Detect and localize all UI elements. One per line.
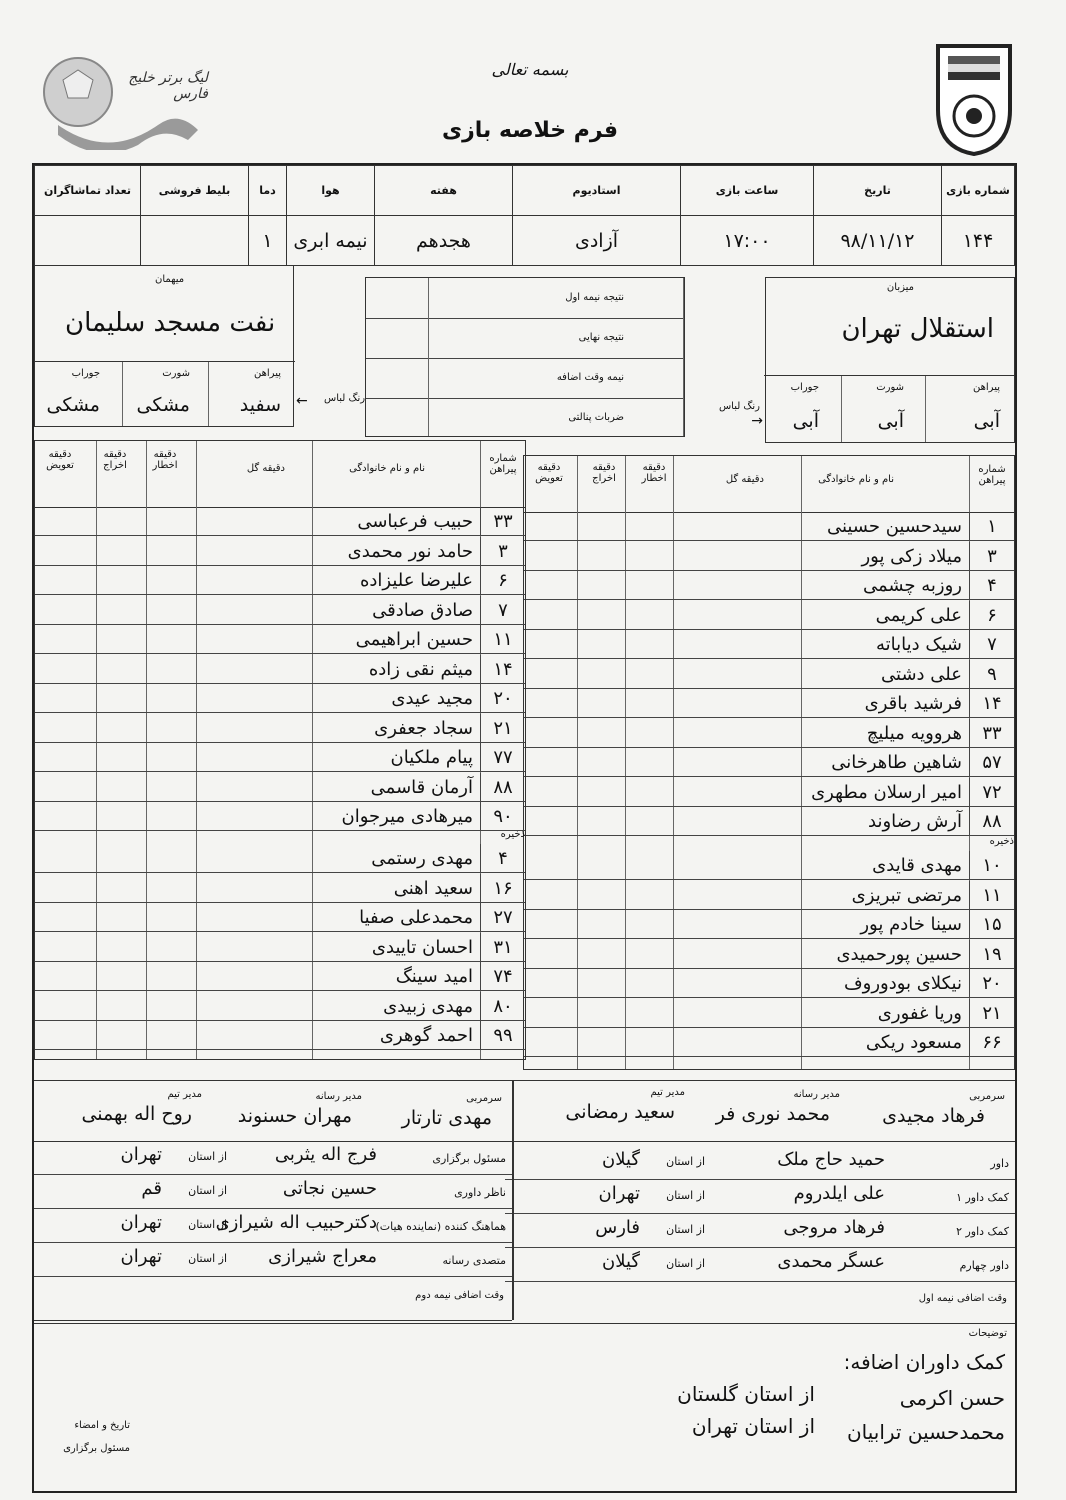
host-reserve-number: ۶۶ [969,1028,1014,1057]
host-reserve-number: ۲۱ [969,999,1014,1028]
guest-kit-header-socks: جوراب [71,368,100,379]
official-from-label: از استان [188,1184,227,1197]
referee-from-label: از استان [666,1155,705,1168]
guest-player-row [35,802,525,831]
guest-reserve-row [35,844,525,873]
host-player-number: ۷ [969,630,1014,659]
host-reserve-row [524,881,1014,910]
host-label: میزبان [886,282,914,293]
host-manager: سعید رمضانی [565,1101,675,1123]
host-reserve-name: وریا غفوری [877,1002,962,1024]
value-match-no: ۱۴۴ [942,216,1015,266]
guest-reserve-label: ذخیره [500,829,525,840]
guest-reserve-name: محمدعلی صفیا [359,907,473,928]
host-reserve-name: مهدی قایدی [872,855,962,876]
guest-player-number: ۳۳ [480,507,525,536]
host-reserve-row [524,851,1014,880]
host-kit-label: رنگ لباس [718,401,760,412]
guest-reserve-name: احسان تاییدی [371,936,473,958]
guest-reserve-name: احمد گوهری [379,1025,473,1046]
host-media: محمد نوری فر [715,1103,830,1125]
official-role: ناظر داوری [454,1186,506,1199]
note-line-2-name: محمدحسین ترابیان [846,1420,1005,1444]
official-row [34,1208,512,1243]
signature-line-2: مسئول برگزاری [63,1443,130,1454]
guest-media: مهران حسنوند [237,1105,352,1127]
referee-name: حمید حاج ملک [777,1149,885,1170]
league-logo [38,30,208,150]
host-player-name: آرش رضاوند [868,811,962,832]
guest-manager-label: مدیر تیم [167,1089,202,1100]
label-spectators: تعداد تماشاگران [35,166,141,216]
value-weather: نیمه ابری [287,216,375,266]
host-player-row [524,571,1014,600]
guest-staff [34,1080,512,1142]
guest-col-yellow: دقیقه اخطار [152,449,178,471]
guest-player-row [35,655,525,684]
referee-province: فارس [595,1217,640,1238]
guest-kit-shorts: مشکی [136,394,190,416]
host-col-number: شماره پیراهن [978,464,1006,486]
host-player-number: ۱۴ [969,689,1014,718]
host-player-name: میلاد زکی پور [861,545,962,567]
guest-team-box [34,265,294,427]
official-role: مسئول برگزاری [432,1152,506,1165]
guest-kit-shirt: سفید [239,394,281,416]
guest-player-name: حامد نور محمدی [347,540,473,562]
label-time: ساعت بازی [681,166,814,216]
host-player-row [524,748,1014,777]
guest-player-number: ۱۱ [480,625,525,654]
referee-row [505,1247,1015,1282]
referee-name: عسگر محمدی [777,1251,885,1272]
host-kit-shorts: آبی [877,410,904,432]
host-team-box [765,277,1015,443]
host-manager-label: مدیر تیم [650,1087,685,1098]
label-temp: دما [249,166,287,216]
host-kit-shirt: آبی [973,410,1000,432]
signature-block [20,1420,130,1454]
referee-from-label: از استان [666,1189,705,1202]
official-province: قم [141,1178,162,1199]
guest-reserve-number: ۲۷ [480,903,525,932]
guest-reserve-row [35,933,525,962]
guest-player-number: ۲۱ [480,714,525,743]
referee-row [505,1179,1015,1214]
host-player-name: سیدحسین حسینی [826,516,962,537]
value-week: هجدهم [375,216,513,266]
guest-reserve-number: ۳۱ [480,933,525,962]
host-kit-header-socks: جوراب [790,382,819,393]
host-reserve-row [524,1028,1014,1057]
host-col-goal: دقیقه گل [725,474,764,485]
referee-role: کمک داور ۱ [956,1191,1009,1204]
guest-player-number: ۷ [480,596,525,625]
official-province: تهران [120,1144,162,1165]
guest-reserve-number: ۹۹ [480,1021,525,1050]
official-province: تهران [120,1246,162,1267]
host-player-row [524,660,1014,689]
guest-reserve-row [35,1021,525,1050]
officials-box [34,1140,512,1321]
note-line-2-from: از استان تهران [691,1414,815,1438]
host-player-row [524,719,1014,748]
referee-from-label: از استان [666,1257,705,1270]
official-role: هماهنگ کننده (نماینده هیات) [375,1220,506,1233]
value-temp: ۱ [249,216,287,266]
host-reserve-number: ۲۰ [969,969,1014,998]
host-reserve-row [524,940,1014,969]
referee-role: داور چهارم [959,1259,1009,1272]
host-coach-label: سرمربی [969,1091,1005,1102]
result-half-label: نتیجه نیمه اول [565,292,624,303]
host-player-name: علی کریمی [875,604,962,626]
official-row [34,1140,512,1175]
host-reserve-name: حسین پورحمیدی [836,943,962,965]
host-player-row [524,778,1014,807]
referee-name: علی ایلدروم [793,1183,885,1204]
host-staff [505,1080,1015,1142]
guest-reserve-name: مهدی زبیدی [383,995,473,1017]
officials-extra-time: وقت اضافی نیمه دوم [415,1290,504,1301]
host-player-number: ۹ [969,660,1014,689]
host-player-row [524,542,1014,571]
guest-player-row [35,625,525,654]
official-name: حسین نجاتی [282,1178,377,1199]
host-reserve-number: ۱۱ [969,881,1014,910]
host-player-name: فرشید باقری [864,693,962,714]
host-reserve-row [524,910,1014,939]
referee-province: گیلان [602,1251,640,1272]
host-kit-header-shorts: شورت [876,382,904,393]
host-player-number: ۵۷ [969,748,1014,777]
referees-box [505,1145,1015,1315]
referee-role: کمک داور ۲ [956,1225,1009,1238]
note-line-1-name: حسن اکرمی [899,1386,1005,1410]
host-media-label: مدیر رسانه [793,1089,840,1100]
guest-player-name: آرمان قاسمی [370,776,473,798]
host-col-yellow: دقیقه اخطار [641,462,667,484]
referee-province: گیلان [602,1149,640,1170]
host-player-number: ۴ [969,571,1014,600]
host-col-sub: دقیقه تعویض [535,462,563,484]
referee-province: تهران [598,1183,640,1204]
guest-reserve-row [35,874,525,903]
guest-manager: روح اله بهمنی [81,1103,192,1125]
notes-heading: کمک داوران اضافه: [843,1350,1005,1374]
guest-player-name: صادق صادقی [372,599,473,621]
guest-player-name: سجاد جعفری [374,717,473,739]
host-player-row [524,807,1014,836]
host-kit-arrow-icon: → [751,413,763,429]
host-reserve-row [524,969,1014,998]
guest-reserve-number: ۱۶ [480,874,525,903]
result-final-label: نتیجه نهایی [578,332,624,343]
guest-col-goal: دقیقه گل [246,463,285,474]
guest-coach: مهدی تارتار [401,1107,492,1129]
guest-player-number: ۲۰ [480,684,525,713]
result-penalty-label: ضربات پنالتی [568,412,624,423]
referee-role: داور [990,1157,1009,1170]
host-coach: فرهاد مجیدی [882,1105,985,1127]
referee-from-label: از استان [666,1223,705,1236]
host-kit-socks: آبی [792,410,819,432]
mid-divider [512,1080,514,1320]
host-player-number: ۳۳ [969,719,1014,748]
host-player-row [524,630,1014,659]
guest-player-number: ۶ [480,566,525,595]
guest-player-number: ۹۰ [480,802,525,831]
guest-reserve-number: ۸۰ [480,992,525,1021]
guest-kit-header-shorts: شورت [162,368,190,379]
guest-players-table [34,440,526,1060]
host-player-number: ۶ [969,601,1014,630]
host-reserve-number: ۱۹ [969,940,1014,969]
label-weather: هوا [287,166,375,216]
guest-player-row [35,773,525,802]
guest-player-number: ۷۷ [480,743,525,772]
referee-name: فرهاد مروجی [783,1217,885,1238]
guest-col-number: شماره پیراهن [489,453,517,475]
official-province: تهران [120,1212,162,1233]
host-team-name: استقلال تهران [841,314,994,344]
guest-player-name: پیام ملکیان [390,747,473,768]
guest-player-name: علیرضا علیزاده [359,570,473,591]
guest-player-row [35,566,525,595]
guest-reserve-row [35,992,525,1021]
official-row [34,1174,512,1209]
host-kit-header-shirt: پیراهن [973,382,1000,393]
result-extra-label: نیمه وقت اضافه [556,372,624,383]
guest-player-name: حسین ابراهیمی [355,629,473,650]
official-from-label: از استان [188,1218,227,1231]
label-stadium: استادیوم [513,166,681,216]
guest-player-number: ۳ [480,537,525,566]
official-from-label: از استان [188,1150,227,1163]
host-reserve-name: سینا خادم پور [860,914,962,935]
guest-kit-socks: مشکی [46,394,100,416]
guest-label: میهمان [155,274,185,285]
notes-label: توضیحات [968,1328,1007,1339]
bismillah: بسمه تعالی [491,60,569,79]
guest-kit-arrow-icon: ← [296,393,308,409]
guest-reserve-name: امید سینگ [395,966,473,987]
host-player-number: ۷۲ [969,778,1014,807]
host-player-name: روزبه چشمی [862,575,962,596]
official-from-label: از استان [188,1252,227,1265]
guest-kit-header-shirt: پیراهن [254,368,281,379]
guest-player-number: ۱۴ [480,655,525,684]
guest-media-label: مدیر رسانه [315,1091,362,1102]
label-tickets: بلیط فروشی [141,166,249,216]
official-name: دکترحبیب اله شیرازی [215,1212,377,1233]
guest-table-header [35,441,525,508]
host-col-red: دقیقه اخراج [592,462,616,484]
host-reserve-name: مرتضی تبریزی [851,884,962,906]
guest-reserve-number: ۴ [480,844,525,873]
ffiri-emblem [930,40,1018,158]
host-reserve-row [524,999,1014,1028]
guest-col-name: نام و نام خانوادگی [349,463,425,474]
match-info-table [34,165,1015,266]
guest-kit-label: رنگ لباس [324,393,366,404]
host-kit-grid [764,375,1014,442]
guest-reserve-row [35,962,525,991]
host-player-number: ۱ [969,512,1014,541]
guest-team-name: نفت مسجد سلیمان [65,308,276,338]
label-date: تاریخ [814,166,942,216]
guest-player-name: حبیب فرعباسی [357,511,473,532]
referee-row [505,1145,1015,1180]
guest-col-sub: دقیقه تعویض [46,449,74,471]
guest-reserve-name: سعید اهنی [393,877,473,899]
note-line-1-from: از استان گلستان [677,1382,815,1406]
host-reserve-number: ۱۰ [969,851,1014,880]
official-name: فرج اله یثربی [274,1144,377,1165]
guest-player-row [35,714,525,743]
host-table-header [524,456,1014,513]
host-reserve-name: نیکلای بودوروف [844,973,962,994]
host-players-table [523,455,1015,1070]
official-name: معراج شیرازی [268,1246,377,1267]
host-player-row [524,601,1014,630]
guest-player-row [35,507,525,536]
label-match-no: شماره بازی [942,166,1015,216]
guest-reserve-row [35,903,525,932]
host-player-name: شاهین طاهرخانی [831,752,962,773]
value-tickets [141,216,249,266]
ffiri-logo [930,40,1018,158]
guest-player-name: میثم نقی زاده [368,658,473,680]
form-frame [32,163,1017,1493]
value-time: ۱۷:۰۰ [681,216,814,266]
host-player-row [524,689,1014,718]
value-date: ۹۸/۱۱/۱۲ [814,216,942,266]
guest-player-row [35,596,525,625]
host-player-name: علی دشتی [881,663,962,685]
host-col-name: نام و نام خانوادگی [818,474,894,485]
guest-kit-grid [35,361,295,426]
label-week: هفته [375,166,513,216]
page-title: فرم خلاصه بازی [441,118,619,143]
value-spectators [35,216,141,266]
host-reserve-label: ذخیره [989,836,1014,847]
guest-player-row [35,684,525,713]
guest-player-name: مجید عیدی [391,688,473,709]
official-row [34,1242,512,1277]
host-player-name: هروویه میلیچ [866,722,962,744]
guest-player-row [35,537,525,566]
host-player-name: شیک دیاباته [875,634,962,655]
host-player-number: ۳ [969,542,1014,571]
results-box [365,277,685,437]
host-player-number: ۸۸ [969,807,1014,836]
guest-reserve-name: مهدی رستمی [371,848,473,869]
host-player-row [524,512,1014,541]
guest-reserve-number: ۷۴ [480,962,525,991]
host-reserve-number: ۱۵ [969,910,1014,939]
referee-extra-time: وقت اضافی نیمه اول [918,1293,1007,1304]
signature-line-1: تاریخ و امضاء [74,1420,130,1431]
guest-player-number: ۸۸ [480,773,525,802]
guest-col-red: دقیقه اخراج [103,449,127,471]
host-reserve-name: مسعود ریکی [865,1032,962,1053]
league-logo-text: لیگ برتر خلیج فارس [128,70,208,102]
guest-player-row [35,743,525,772]
notes-section [34,1323,1015,1496]
value-stadium: آزادی [513,216,681,266]
host-player-name: امیر ارسلان مطهری [811,781,962,803]
official-role: متصدی رسانه [442,1254,506,1267]
guest-player-name: میرهادی میرجوان [341,806,473,827]
guest-coach-label: سرمربی [466,1093,502,1104]
referee-row [505,1213,1015,1248]
